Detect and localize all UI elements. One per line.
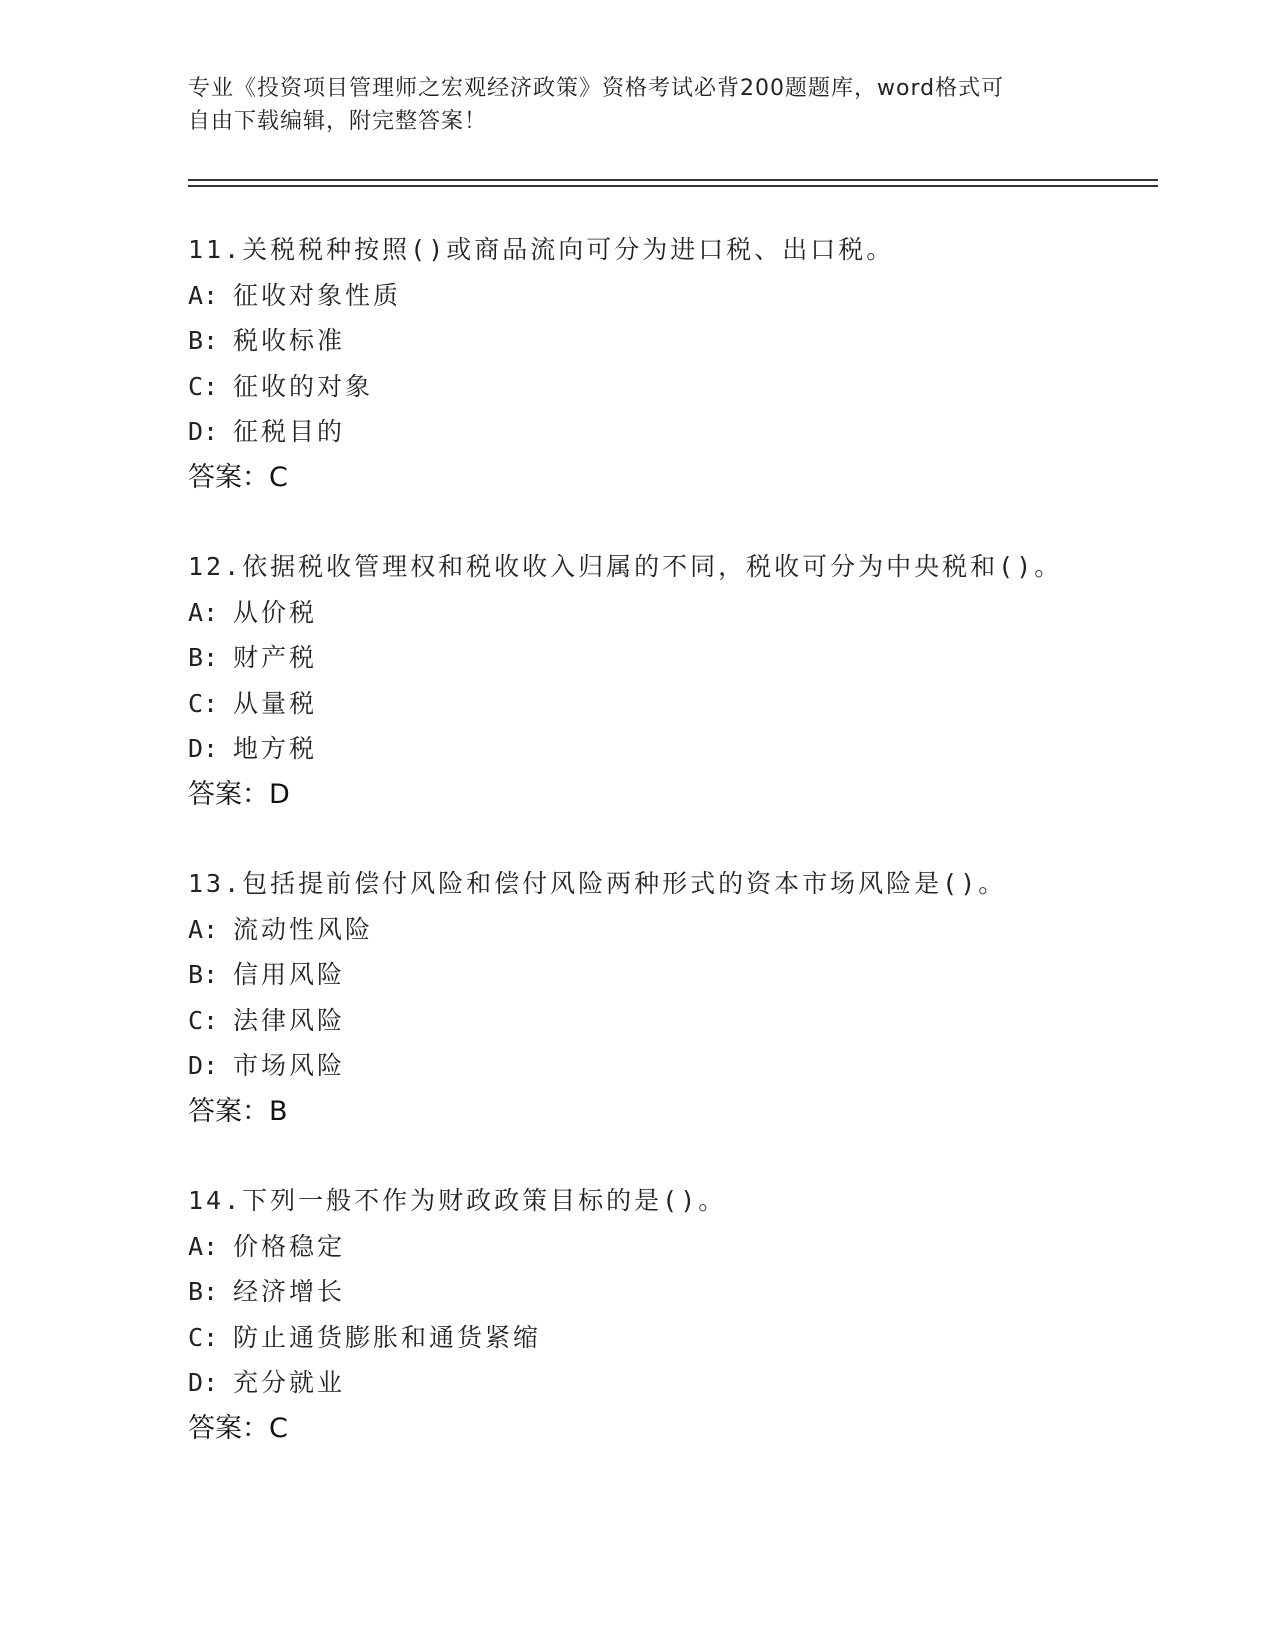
option-text: 流动性风险: [233, 914, 374, 944]
option-d: [188, 409, 1148, 455]
option-b: [188, 635, 1148, 681]
option-text: 征收对象性质: [233, 280, 402, 310]
answer-line: 答案：D: [188, 778, 290, 810]
header-divider: [188, 179, 1158, 187]
option-text: 地方税: [233, 734, 318, 764]
option-d: [188, 1360, 1148, 1406]
option-text: 价格稳定: [233, 1231, 346, 1261]
option-c: [188, 1315, 1148, 1361]
option-b: [188, 1269, 1148, 1315]
option-text: 经济增长: [233, 1277, 346, 1307]
option-d: [188, 1043, 1148, 1089]
question-block: [188, 544, 1148, 818]
option-letter: B:: [188, 1277, 219, 1307]
option-letter: D:: [188, 734, 219, 764]
option-text: 征税目的: [233, 417, 346, 447]
question-stem: 14.下列一般不作为财政政策目标的是()。: [188, 1186, 727, 1215]
question-block: [188, 227, 1148, 501]
option-b: [188, 318, 1148, 364]
option-text: 充分就业: [233, 1368, 346, 1398]
option-b: [188, 952, 1148, 998]
option-letter: A:: [188, 597, 219, 627]
header-line-1: 专业《投资项目管理师之宏观经济政策》资格考试必背200题题库，word格式可: [188, 76, 1005, 101]
option-text: 税收标准: [233, 326, 346, 356]
option-text: 财产税: [233, 643, 318, 673]
option-d: [188, 726, 1148, 772]
option-letter: A:: [188, 280, 219, 310]
option-letter: B:: [188, 326, 219, 356]
option-letter: B:: [188, 960, 219, 990]
question-block: [188, 1178, 1148, 1452]
option-text: 信用风险: [233, 960, 346, 990]
option-text: 法律风险: [233, 1005, 346, 1035]
question-block: [188, 861, 1148, 1135]
header-line-2: 自由下载编辑，附完整答案！: [188, 109, 488, 134]
option-c: [188, 681, 1148, 727]
option-c: [188, 364, 1148, 410]
answer-line: 答案：C: [188, 461, 288, 493]
option-letter: C:: [188, 688, 219, 718]
option-a: [188, 1224, 1148, 1270]
option-text: 从量税: [233, 688, 318, 718]
option-c: [188, 998, 1148, 1044]
answer-line: 答案：B: [188, 1095, 288, 1127]
option-text: 防止通货膨胀和通货紧缩: [233, 1322, 542, 1352]
question-stem: 12.依据税收管理权和税收收入归属的不同，税收可分为中央税和()。: [188, 552, 1063, 581]
document-header: [188, 72, 1068, 138]
option-letter: D:: [188, 1051, 219, 1081]
option-a: [188, 590, 1148, 636]
option-letter: C:: [188, 1322, 219, 1352]
option-text: 征收的对象: [233, 371, 374, 401]
option-text: 从价税: [233, 597, 318, 627]
option-text: 市场风险: [233, 1051, 346, 1081]
option-letter: D:: [188, 417, 219, 447]
question-stem: 11.关税税种按照()或商品流向可分为进口税、出口税。: [188, 235, 895, 264]
option-letter: A:: [188, 1231, 219, 1261]
answer-line: 答案：C: [188, 1412, 288, 1444]
option-a: [188, 273, 1148, 319]
question-stem: 13.包括提前偿付风险和偿付风险两种形式的资本市场风险是()。: [188, 869, 1007, 898]
option-letter: C:: [188, 1005, 219, 1035]
option-letter: B:: [188, 643, 219, 673]
option-letter: C:: [188, 371, 219, 401]
option-a: [188, 907, 1148, 953]
option-letter: A:: [188, 914, 219, 944]
option-letter: D:: [188, 1368, 219, 1398]
